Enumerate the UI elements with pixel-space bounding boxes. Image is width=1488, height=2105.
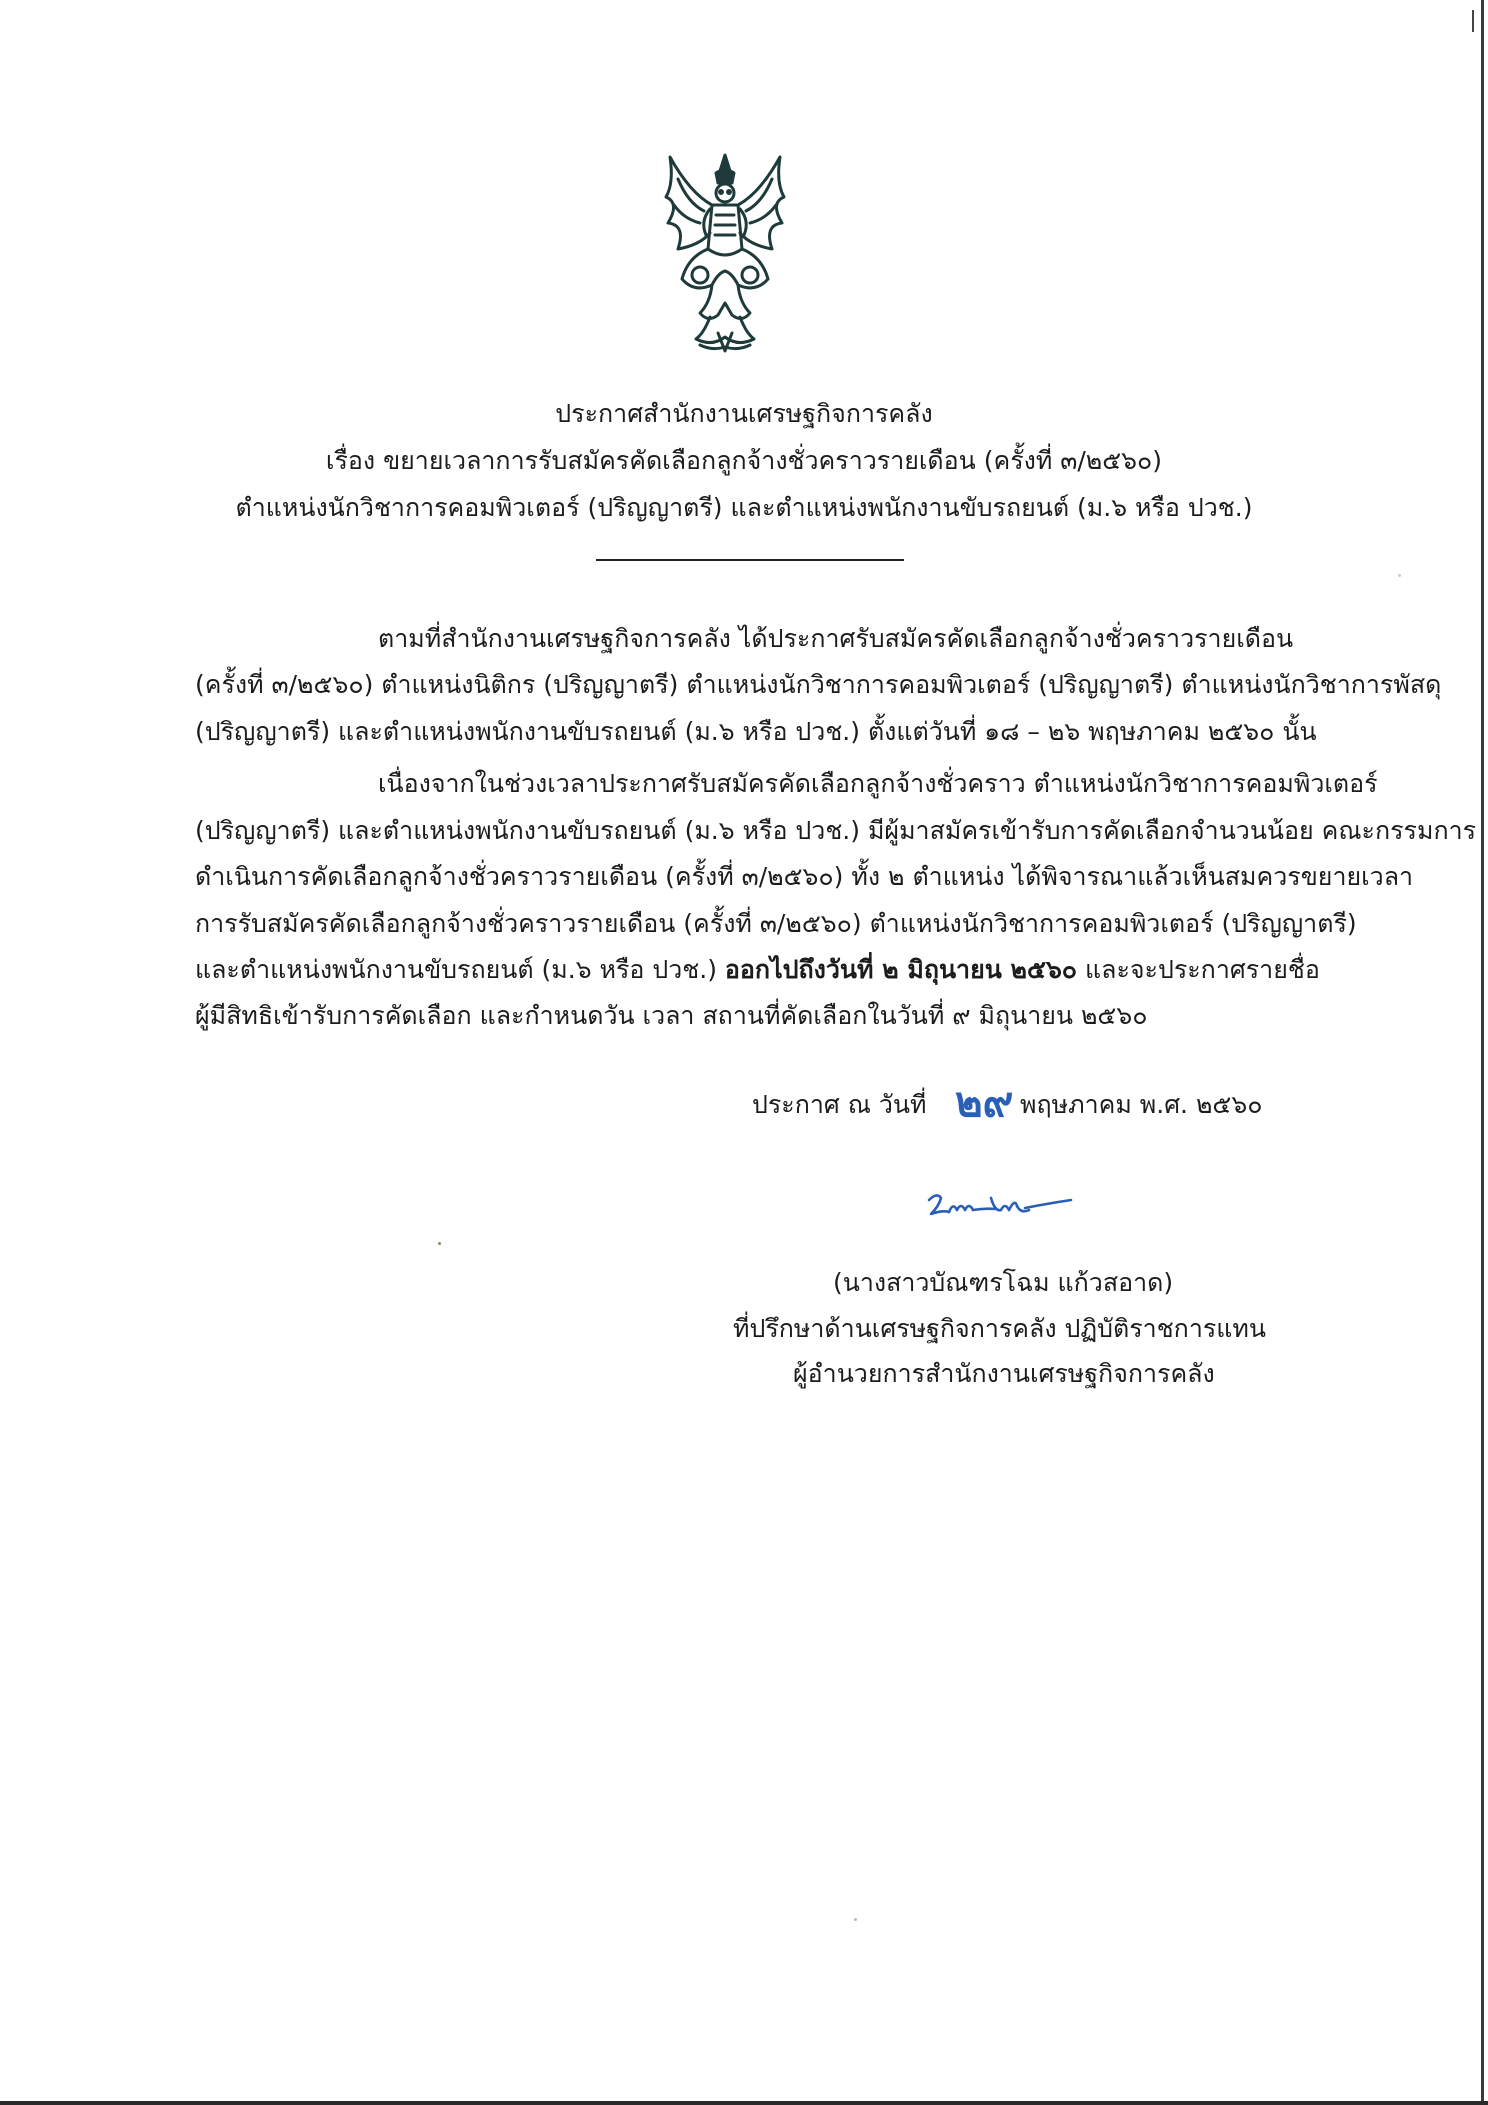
announcement-title: ประกาศสำนักงานเศรษฐกิจการคลัง: [555, 399, 933, 428]
paragraph-2-line-5: [195, 953, 1320, 987]
paragraph-2-line-5-tail: และจะประกาศรายชื่อ: [1077, 955, 1320, 984]
handwritten-signature-icon: [925, 1188, 1073, 1224]
signatory-role-line-1: ที่ปรึกษาด้านเศรษฐกิจการคลัง ปฏิบัติราชการแทน: [733, 1314, 1266, 1343]
announce-date-prefix: ประกาศ ณ วันที่: [752, 1090, 927, 1119]
paragraph-1-line-2: (ครั้งที่ ๓/๒๕๖๐) ตำแหน่งนิติกร (ปริญญาตรี) ตำแหน่งนักวิชาการคอมพิวเตอร์ (ปริญญาตรี) ตำแหน่งนักวิชาการพัสดุ: [195, 670, 1442, 699]
scan-speck: [854, 1918, 857, 1921]
paragraph-2-line-6: ผู้มีสิทธิเข้ารับการคัดเลือก และกำหนดวัน เวลา สถานที่คัดเลือกในวันที่ ๙ มิถุนายน ๒๕๖๐: [195, 1001, 1148, 1030]
scan-speck: [1398, 574, 1401, 577]
paragraph-2-line-3: ดำเนินการคัดเลือกลูกจ้างชั่วคราวรายเดือน (ครั้งที่ ๓/๒๕๖๐) ทั้ง ๒ ตำแหน่ง ได้พิจารณาแล้วเห็นสมควรขยายเวลา: [195, 862, 1414, 891]
scan-edge-tick: [1472, 10, 1474, 32]
announcement-positions: ตำแหน่งนักวิชาการคอมพิวเตอร์ (ปริญญาตรี) และตำแหน่งพนักงานขับรถยนต์ (ม.๖ หรือ ปวช.): [235, 493, 1253, 522]
scan-edge-bottom: [0, 2101, 1488, 2105]
scan-speck: [438, 1242, 441, 1245]
announce-date-day-handwritten: ๒๙: [955, 1077, 1014, 1126]
garuda-emblem-icon: [660, 153, 790, 353]
extended-deadline: ออกไปถึงวันที่ ๒ มิถุนายน ๒๕๖๐: [724, 955, 1078, 984]
signatory-role-line-2: ผู้อำนวยการสำนักงานเศรษฐกิจการคลัง: [793, 1359, 1215, 1388]
paragraph-2-line-5-text: และตำแหน่งพนักงานขับรถยนต์ (ม.๖ หรือ ปวช.): [195, 955, 725, 984]
paragraph-1-line-1: ตามที่สำนักงานเศรษฐกิจการคลัง ได้ประกาศรับสมัครคัดเลือกลูกจ้างชั่วคราวรายเดือน: [378, 624, 1294, 653]
paragraph-2-line-2: (ปริญญาตรี) และตำแหน่งพนักงานขับรถยนต์ (ม.๖ หรือ ปวช.) มีผู้มาสมัครเข้ารับการคัดเลือกจำนวนน้อย คณะกรรมการ: [195, 816, 1477, 845]
scan-edge-right: [1481, 0, 1484, 2105]
signatory-name: (นางสาวบัณฑรโฉม แก้วสอาด): [833, 1268, 1174, 1297]
paragraph-1-line-3: (ปริญญาตรี) และตำแหน่งพนักงานขับรถยนต์ (ม.๖ หรือ ปวช.) ตั้งแต่วันที่ ๑๘ – ๒๖ พฤษภาคม ๒๕๖๐ นั้น: [195, 717, 1317, 746]
header-divider: [596, 559, 904, 561]
announcement-subject: เรื่อง ขยายเวลาการรับสมัครคัดเลือกลูกจ้างชั่วคราวรายเดือน (ครั้งที่ ๓/๒๕๖๐): [325, 446, 1163, 475]
paragraph-2-line-1: เนื่องจากในช่วงเวลาประกาศรับสมัครคัดเลือกลูกจ้างชั่วคราว ตำแหน่งนักวิชาการคอมพิวเตอร์: [378, 769, 1378, 798]
announce-date-month-year: พฤษภาคม พ.ศ. ๒๕๖๐: [1020, 1090, 1263, 1119]
paragraph-2-line-4: การรับสมัครคัดเลือกลูกจ้างชั่วคราวรายเดือน (ครั้งที่ ๓/๒๕๖๐) ตำแหน่งนักวิชาการคอมพิวเตอร์ (ปริญญาตรี): [195, 909, 1357, 938]
